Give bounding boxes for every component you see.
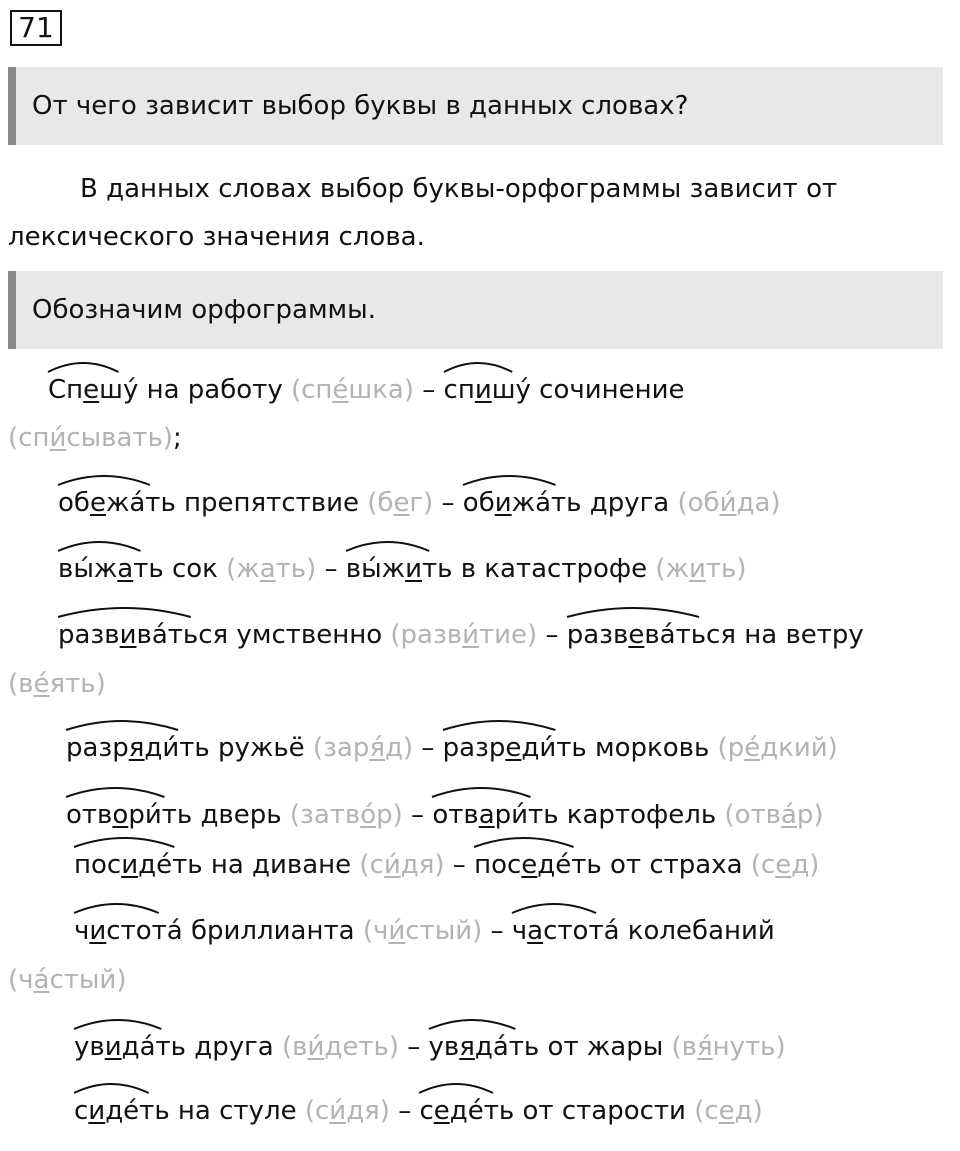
hint-orthogram: е́ xyxy=(33,669,50,699)
hint-prefix: (ж xyxy=(655,554,689,584)
hint-suffix: дя) xyxy=(400,850,445,880)
hint-prefix: (с xyxy=(694,1096,719,1126)
dash: – xyxy=(389,1096,420,1126)
hint-prefix: (разв xyxy=(390,620,463,650)
word-root-prefix: отв xyxy=(66,800,113,830)
dash: – xyxy=(316,554,346,584)
word-with-orthogram xyxy=(74,1091,170,1131)
hint-prefix: (зар xyxy=(312,733,370,763)
orthogram-letter: я xyxy=(459,1032,475,1062)
word-root-suffix: ди́ть xyxy=(521,733,587,763)
orthogram-letter: е xyxy=(505,733,522,763)
check-word-hint xyxy=(8,965,126,995)
check-word-hint xyxy=(724,800,823,830)
hint-prefix: (р xyxy=(717,733,745,763)
hint-orthogram: и́ xyxy=(719,488,737,518)
word-with-orthogram xyxy=(58,483,176,523)
orthogram-letter: и xyxy=(89,916,107,946)
orthogram-letter: и xyxy=(405,554,422,584)
root-arc-mark xyxy=(565,605,701,619)
word-root-prefix: Сп xyxy=(48,375,84,405)
phrase-rest: от старости xyxy=(514,1096,695,1126)
root-arc-mark xyxy=(417,1081,495,1095)
hint-orthogram: и́ xyxy=(329,1096,347,1126)
word-root-prefix: ч xyxy=(74,916,90,946)
hint-suffix: ть) xyxy=(275,554,317,584)
dash: – xyxy=(402,800,433,830)
word-root-prefix: с xyxy=(74,1096,89,1126)
word-with-orthogram xyxy=(74,1027,186,1067)
hint-orthogram: е́ xyxy=(332,375,349,405)
hint-suffix: д) xyxy=(791,850,820,880)
hint-suffix: шка) xyxy=(348,375,414,405)
check-word-hint xyxy=(291,375,414,405)
phrase-rest: умственно xyxy=(228,620,391,650)
word-with-orthogram xyxy=(463,483,582,523)
check-word-hint xyxy=(8,423,173,453)
word-root-suffix: де́ть xyxy=(105,1096,170,1126)
hint-suffix: сывать) xyxy=(66,423,174,453)
instruction-bar xyxy=(8,271,943,349)
hint-suffix: тие) xyxy=(479,620,538,650)
answer-paragraph xyxy=(8,165,943,261)
word-pair-line xyxy=(58,615,864,655)
orthogram-letter: и xyxy=(104,1032,122,1062)
orthogram-letter: е xyxy=(89,488,106,518)
check-word-hint xyxy=(226,554,316,584)
hint-orthogram: и́ xyxy=(307,1032,325,1062)
word-root-suffix: ть xyxy=(421,554,453,584)
word-with-orthogram xyxy=(48,370,138,410)
phrase-rest: бриллианта xyxy=(182,916,363,946)
hint-orthogram: а xyxy=(259,554,276,584)
check-word-hint xyxy=(305,1096,390,1126)
hint-suffix: дя) xyxy=(346,1096,390,1126)
check-word-hint xyxy=(718,733,838,763)
dash: – xyxy=(433,488,463,518)
hint-orthogram: о́ xyxy=(360,800,377,830)
hint-orthogram: и́ xyxy=(49,423,67,453)
hint-orthogram: е xyxy=(775,850,792,880)
hint-prefix: (сп xyxy=(8,423,50,453)
dash: – xyxy=(482,916,512,946)
hint-suffix: стый) xyxy=(49,965,127,995)
orthogram-letter: е xyxy=(83,375,100,405)
word-root-prefix: ув xyxy=(428,1032,460,1062)
word-root-prefix: вы́ж xyxy=(345,554,406,584)
dash: – xyxy=(444,850,475,880)
word-root-suffix: жа́ть xyxy=(105,488,176,518)
check-word-hint xyxy=(359,850,444,880)
word-pair-line xyxy=(74,845,819,885)
hint-prefix: (с xyxy=(750,850,776,880)
word-root-suffix: ди́ть xyxy=(144,733,210,763)
word-root-prefix: пос xyxy=(74,850,122,880)
check-word-hint xyxy=(282,1032,399,1062)
hint-orthogram: и́ xyxy=(462,620,480,650)
hint-prefix: (с xyxy=(304,1096,330,1126)
orthogram-letter: и xyxy=(494,488,512,518)
check-word-hint xyxy=(390,620,537,650)
hint-suffix: д) xyxy=(384,733,414,763)
word-pair-line xyxy=(74,1091,763,1131)
root-arc-mark xyxy=(344,539,431,553)
hint-orthogram: е xyxy=(393,488,410,518)
answer-text: В данных словах выбор буквы-орфограммы зависит от лексического значения слова. xyxy=(8,174,838,252)
phrase-rest: препятствие xyxy=(175,488,368,518)
word-pair-line xyxy=(58,549,746,589)
word-root-prefix: вы́ж xyxy=(58,554,118,584)
hint-prefix: (ч xyxy=(8,965,34,995)
dash: – xyxy=(414,375,444,405)
phrase-rest: от страха xyxy=(601,850,751,880)
word-root-suffix: ва́ться xyxy=(136,620,229,650)
root-arc-mark xyxy=(56,605,193,619)
word-root-suffix: де́ть xyxy=(449,1096,515,1126)
word-with-orthogram xyxy=(429,1027,540,1067)
word-with-orthogram xyxy=(419,1091,514,1131)
hint-orthogram: е́ xyxy=(744,733,761,763)
dash: – xyxy=(398,1032,429,1062)
word-pair-line xyxy=(74,1027,786,1067)
word-root-prefix: разв xyxy=(58,620,120,650)
task-number: 71 xyxy=(10,10,62,46)
root-arc-mark xyxy=(56,539,142,553)
orthogram-letter: я xyxy=(128,733,145,763)
root-arc-mark xyxy=(472,835,576,849)
check-word-hint xyxy=(313,733,413,763)
root-arc-mark xyxy=(430,785,532,799)
word-pair-line xyxy=(48,370,685,410)
hint-prefix: (в xyxy=(282,1032,308,1062)
hint-suffix: р) xyxy=(376,800,403,830)
check-word-hint xyxy=(677,488,780,518)
word-root-prefix: ув xyxy=(74,1032,105,1062)
hint-prefix: (затв xyxy=(289,800,361,830)
phrase-rest: сок xyxy=(163,554,227,584)
phrase-rest: ружьё xyxy=(209,733,313,763)
word-root-suffix: шу́ xyxy=(99,375,139,405)
hint-suffix: дкий) xyxy=(760,733,838,763)
word-with-orthogram xyxy=(74,911,183,951)
instruction-text: Обозначим орфограммы. xyxy=(32,295,376,325)
hint-suffix: г) xyxy=(409,488,434,518)
hint-suffix: ть) xyxy=(705,554,747,584)
hint-prefix: (отв xyxy=(724,800,781,830)
phrase-rest: на диване xyxy=(202,850,360,880)
root-arc-mark xyxy=(442,360,514,374)
check-word-hint xyxy=(8,669,106,699)
orthogram-letter: и xyxy=(121,850,139,880)
dash: – xyxy=(537,620,567,650)
word-root-suffix: де́ть xyxy=(537,850,602,880)
hint-prefix: (в xyxy=(671,1032,697,1062)
phrase-rest: колебаний xyxy=(619,916,775,946)
hint-suffix: р) xyxy=(796,800,824,830)
phrase-rest: на стуле xyxy=(169,1096,305,1126)
phrase-rest: на работу xyxy=(138,375,291,405)
check-word-hint xyxy=(367,488,433,518)
hint-orthogram: е xyxy=(718,1096,735,1126)
orthogram-letter: е xyxy=(628,620,645,650)
phrase-rest: картофель xyxy=(558,800,725,830)
check-word-hint xyxy=(290,800,403,830)
orthogram-letter: е xyxy=(521,850,538,880)
word-with-orthogram xyxy=(432,795,558,835)
hint-orthogram: а́ xyxy=(780,800,797,830)
orthogram-letter: а xyxy=(478,800,495,830)
hint-suffix: стый) xyxy=(405,916,483,946)
hint-suffix: деть) xyxy=(324,1032,399,1062)
word-pair-line xyxy=(58,483,781,523)
word-with-orthogram xyxy=(444,370,531,410)
question-bar xyxy=(8,67,943,145)
root-arc-mark xyxy=(441,718,557,732)
word-root-prefix: разр xyxy=(442,733,506,763)
orthogram-letter: а xyxy=(117,554,134,584)
phrase-rest: на ветру xyxy=(736,620,864,650)
word-pair-line-wrap xyxy=(8,418,182,458)
dash: – xyxy=(413,733,443,763)
word-with-orthogram xyxy=(58,615,228,655)
word-pair-line-wrap xyxy=(8,664,106,704)
hint-prefix: (ч xyxy=(362,916,389,946)
check-word-hint xyxy=(672,1032,786,1062)
hint-prefix: (в xyxy=(8,669,34,699)
orthogram-letter: е xyxy=(433,1096,450,1126)
root-arc-mark xyxy=(461,473,558,487)
word-with-orthogram xyxy=(66,728,210,768)
word-with-orthogram xyxy=(346,549,453,589)
word-pair-line xyxy=(66,795,824,835)
root-arc-mark xyxy=(72,901,161,915)
word-root-suffix: ри́ть xyxy=(494,800,559,830)
word-pair-line xyxy=(74,911,775,951)
hint-prefix: (с xyxy=(359,850,384,880)
word-root-prefix: разв xyxy=(566,620,629,650)
word-root-prefix: об xyxy=(58,488,90,518)
root-arc-mark xyxy=(72,835,176,849)
word-root-suffix: жа́ть xyxy=(511,488,582,518)
word-with-orthogram xyxy=(567,615,736,655)
root-arc-mark xyxy=(64,785,166,799)
root-arc-mark xyxy=(64,718,180,732)
word-root-suffix: де́ть xyxy=(138,850,203,880)
check-word-hint xyxy=(751,850,820,880)
root-arc-mark xyxy=(46,360,120,374)
word-root-suffix: ри́ть xyxy=(128,800,193,830)
orthogram-letter: а xyxy=(527,916,544,946)
punctuation: ; xyxy=(173,423,182,453)
word-with-orthogram xyxy=(58,549,164,589)
word-with-orthogram xyxy=(443,728,587,768)
word-root-prefix: отв xyxy=(432,800,479,830)
hint-orthogram: я́ xyxy=(696,1032,713,1062)
root-arc-mark xyxy=(56,473,152,487)
phrase-rest: от жары xyxy=(539,1032,672,1062)
word-with-orthogram xyxy=(74,845,203,885)
phrase-rest: морковь xyxy=(586,733,718,763)
hint-orthogram: и́ xyxy=(383,850,401,880)
word-root-prefix: сп xyxy=(443,375,475,405)
hint-orthogram: и xyxy=(688,554,706,584)
root-arc-mark xyxy=(510,901,598,915)
word-root-suffix: стота́ xyxy=(106,916,183,946)
word-root-suffix: да́ть xyxy=(121,1032,187,1062)
hint-prefix: (б xyxy=(367,488,394,518)
check-word-hint xyxy=(363,916,482,946)
phrase-rest: сочинение xyxy=(530,375,685,405)
question-text: От чего зависит выбор буквы в данных словах? xyxy=(32,91,689,121)
phrase-rest: друга xyxy=(581,488,678,518)
word-root-suffix: да́ть xyxy=(474,1032,540,1062)
word-root-prefix: пос xyxy=(474,850,522,880)
word-pair-line-wrap xyxy=(8,960,126,1000)
root-arc-mark xyxy=(72,1081,151,1095)
hint-suffix: ять) xyxy=(49,669,106,699)
word-with-orthogram xyxy=(512,911,620,951)
orthogram-letter: и xyxy=(119,620,137,650)
hint-orthogram: а́ xyxy=(33,965,50,995)
word-root-suffix: ть xyxy=(133,554,164,584)
check-word-hint xyxy=(694,1096,763,1126)
word-root-prefix: с xyxy=(419,1096,434,1126)
orthogram-letter: о xyxy=(112,800,129,830)
word-root-suffix: ва́ться xyxy=(644,620,736,650)
word-root-prefix: ч xyxy=(511,916,528,946)
hint-suffix: д) xyxy=(734,1096,763,1126)
hint-suffix: да) xyxy=(736,488,781,518)
word-with-orthogram xyxy=(66,795,192,835)
word-pair-line xyxy=(66,728,838,768)
word-root-prefix: об xyxy=(462,488,495,518)
hint-prefix: (об xyxy=(677,488,720,518)
orthogram-letter: и xyxy=(88,1096,106,1126)
hint-prefix: (ж xyxy=(226,554,260,584)
hint-prefix: (сп xyxy=(290,375,333,405)
root-arc-mark xyxy=(427,1017,517,1031)
phrase-rest: дверь xyxy=(192,800,290,830)
phrase-rest: в катастрофе xyxy=(452,554,656,584)
hint-orthogram: я́ xyxy=(369,733,385,763)
root-arc-mark xyxy=(72,1017,163,1031)
word-with-orthogram xyxy=(474,845,602,885)
word-root-suffix: шу́ xyxy=(491,375,531,405)
hint-orthogram: и́ xyxy=(388,916,406,946)
check-word-hint xyxy=(655,554,746,584)
word-root-prefix: разр xyxy=(66,733,129,763)
phrase-rest: друга xyxy=(186,1032,283,1062)
orthogram-letter: и xyxy=(474,375,492,405)
word-root-suffix: стота́ xyxy=(543,916,620,946)
hint-suffix: нуть) xyxy=(712,1032,786,1062)
